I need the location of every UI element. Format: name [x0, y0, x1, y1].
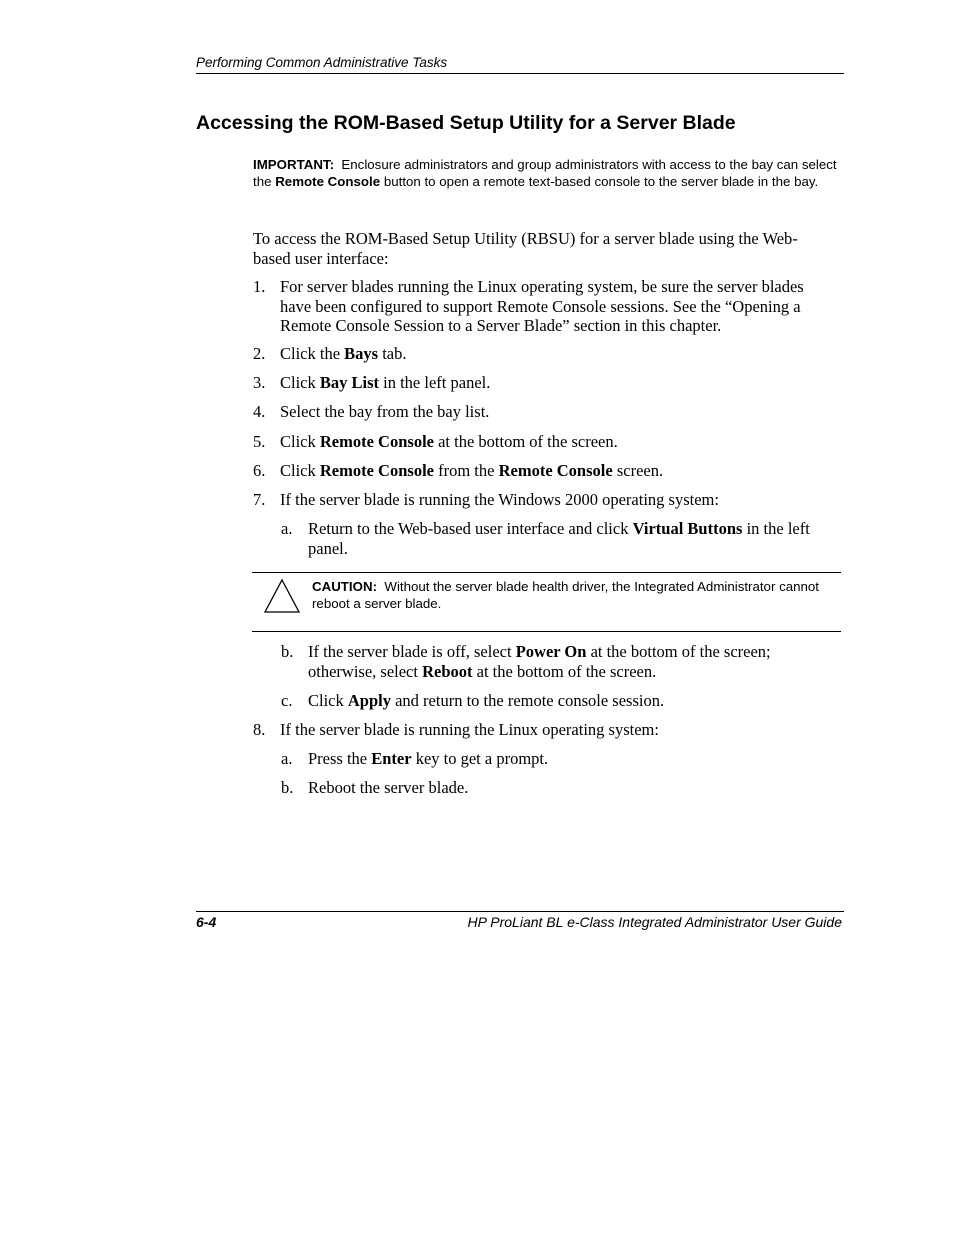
- substep-text: Return to the Web-based user interface and click Virtual Buttons in the left panel.: [308, 519, 810, 558]
- substep-text: If the server blade is off, select Power On at the bottom of the screen; otherwise, select Reboot at the bottom of the screen.: [308, 642, 771, 681]
- substep-text: Reboot the server blade.: [308, 778, 469, 797]
- caution-message: Without the server blade health driver, the Integrated Administrator cannot reboot a server blade.: [312, 579, 819, 611]
- important-text-1: Enclosure administrators and group administrators with access to the bay can select the: [253, 157, 837, 189]
- intro-paragraph: To access the ROM-Based Setup Utility (RBSU) for a server blade using the Web-based user interface:: [253, 229, 798, 268]
- substep-letter: c.: [281, 691, 293, 710]
- important-bold-term: Remote Console: [275, 174, 381, 189]
- important-text-2: button to open a remote text-based console to the server blade in the bay.: [383, 174, 819, 189]
- important-note: [253, 156, 845, 190]
- step-number: 4.: [253, 402, 266, 421]
- step-number: 6.: [253, 461, 266, 480]
- caution-text: [312, 578, 832, 612]
- page-number: 6-4: [196, 914, 217, 930]
- important-label: IMPORTANT:: [253, 157, 335, 172]
- substep-text: Click Apply and return to the remote console session.: [308, 691, 665, 710]
- step-text: Click Remote Console at the bottom of the screen.: [280, 432, 618, 451]
- substep-letter: b.: [281, 778, 294, 797]
- book-title: HP ProLiant BL e-Class Integrated Administrator User Guide: [467, 914, 842, 930]
- step-number: 3.: [253, 373, 266, 392]
- footer-rule: [196, 911, 844, 912]
- running-header: Performing Common Administrative Tasks: [196, 55, 448, 70]
- substep-letter: a.: [281, 749, 293, 768]
- step-number: 7.: [253, 490, 266, 509]
- substep-letter: b.: [281, 642, 294, 661]
- caution-box: [252, 572, 841, 632]
- step-number: 8.: [253, 720, 266, 739]
- step-text: If the server blade is running the Linux operating system:: [280, 720, 659, 739]
- step-number: 5.: [253, 432, 266, 451]
- step-text: If the server blade is running the Windows 2000 operating system:: [280, 490, 719, 509]
- step-text: Click Remote Console from the Remote Console screen.: [280, 461, 664, 480]
- step-text: Click the Bays tab.: [280, 344, 407, 363]
- step-text: Click Bay List in the left panel.: [280, 373, 491, 392]
- step-text: For server blades running the Linux operating system, be sure the server blades have been configured to support Remote Console sessions. See the “Opening a Remote Console Session to a Server Blade” section in this chapter.: [280, 277, 804, 335]
- step-number: 1.: [253, 277, 266, 296]
- substep-text: Press the Enter key to get a prompt.: [308, 749, 549, 768]
- caution-triangle-icon: [263, 578, 301, 614]
- step-number: 2.: [253, 344, 266, 363]
- caution-label: CAUTION:: [312, 579, 377, 594]
- step-text: Select the bay from the bay list.: [280, 402, 490, 421]
- section-title: Accessing the ROM-Based Setup Utility for a Server Blade: [196, 112, 736, 134]
- substep-letter: a.: [281, 519, 293, 538]
- header-rule: [196, 73, 844, 74]
